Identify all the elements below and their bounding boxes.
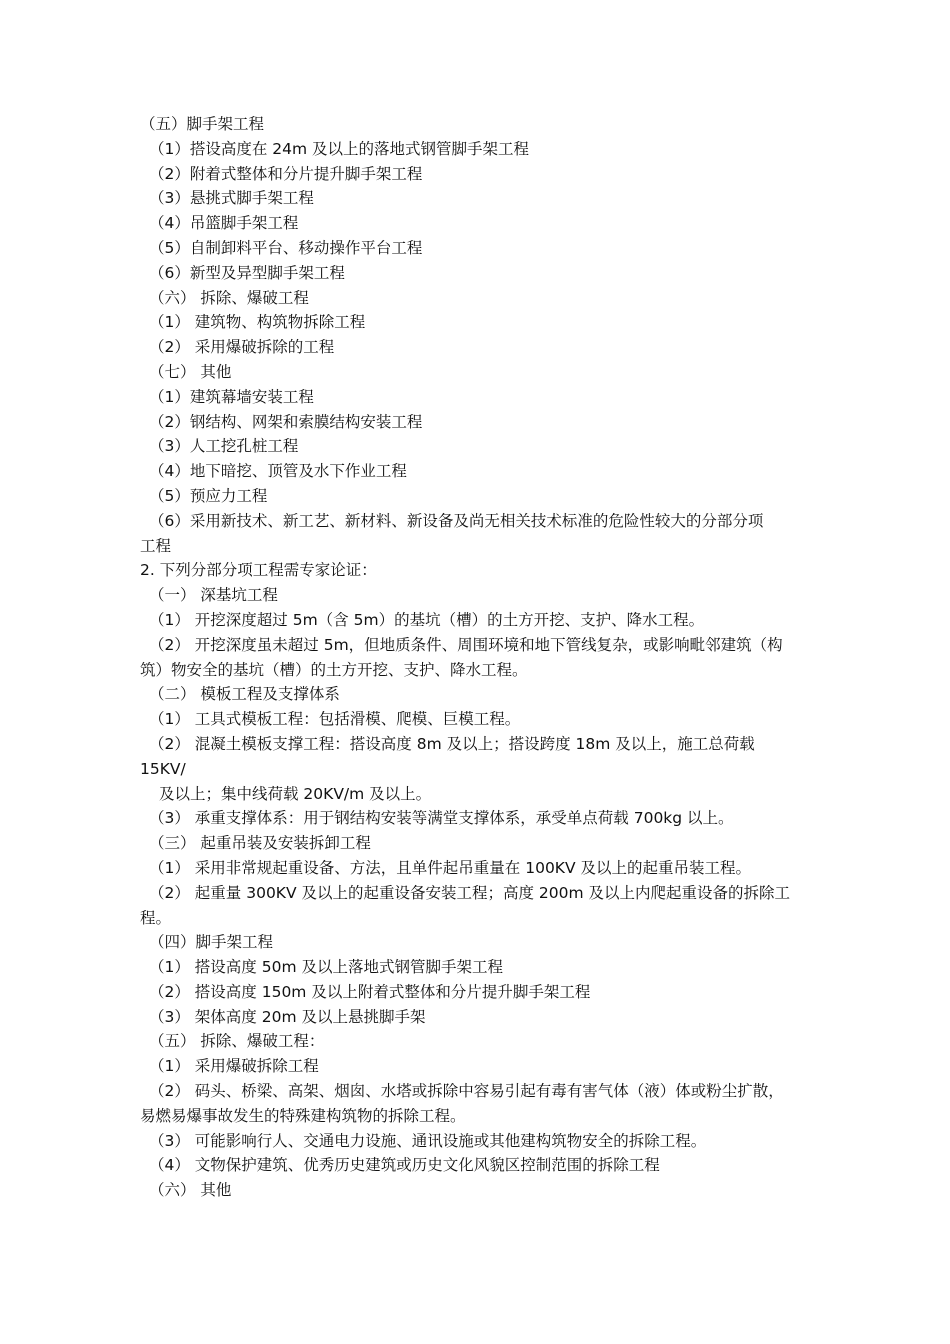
list-item: （6）采用新技术、新工艺、新材料、新设备及尚无相关技术标准的危险性较大的分部分项 <box>149 511 764 530</box>
list-item: （1） 搭设高度 50m 及以上落地式钢管脚手架工程 <box>149 958 503 977</box>
list-item: （2） 采用爆破拆除的工程 <box>149 338 335 357</box>
list-item: （1） 工具式模板工程：包括滑模、爬模、巨模工程。 <box>149 710 521 729</box>
section-heading: （四）脚手架工程 <box>149 933 274 952</box>
list-item: （1）搭设高度在 24m 及以上的落地式钢管脚手架工程 <box>149 139 530 158</box>
section-heading: （五） 拆除、爆破工程： <box>149 1032 325 1051</box>
list-item: （1） 采用爆破拆除工程 <box>149 1057 319 1076</box>
list-item: （1） 采用非常规起重设备、方法，且单件起吊重量在 100KV 及以上的起重吊装工程。 <box>149 858 751 877</box>
section-heading: （二） 模板工程及支撑体系 <box>149 685 340 704</box>
list-item-continuation: 易燃易爆事故发生的特殊建构筑物的拆除工程。 <box>140 1106 466 1125</box>
section-heading: （七） 其他 <box>149 362 232 381</box>
list-item: （5）自制卸料平台、移动操作平台工程 <box>149 238 423 257</box>
list-item: （2）附着式整体和分片提升脚手架工程 <box>149 164 423 183</box>
list-item-continuation: 15KV/ <box>140 759 186 778</box>
list-item: （2） 开挖深度虽未超过 5m，但地质条件、周围环境和地下管线复杂，或影响毗邻建筑（构 <box>149 635 783 654</box>
list-item: （1） 开挖深度超过 5m（含 5m）的基坑（槽）的土方开挖、支护、降水工程。 <box>149 610 705 629</box>
list-item-continuation: 程。 <box>140 908 172 927</box>
list-item: （1）建筑幕墙安装工程 <box>149 387 314 406</box>
list-item: （5）预应力工程 <box>149 486 268 505</box>
list-item: （3） 架体高度 20m 及以上悬挑脚手架 <box>149 1007 426 1026</box>
list-item: （2）钢结构、网架和索膜结构安装工程 <box>149 412 423 431</box>
section-heading: （五）脚手架工程 <box>140 115 265 133</box>
list-item: （2） 码头、桥梁、高架、烟囱、水塔或拆除中容易引起有毒有害气体（液）体或粉尘扩散， <box>149 1082 784 1101</box>
list-item: （2） 起重量 300KV 及以上的起重设备安装工程；高度 200m 及以上内爬起重设备的拆除工 <box>149 883 791 902</box>
list-item: （2） 搭设高度 150m 及以上附着式整体和分片提升脚手架工程 <box>149 982 591 1001</box>
section-heading: （三） 起重吊装及安装拆卸工程 <box>149 834 371 853</box>
section-heading: （六） 拆除、爆破工程 <box>149 288 309 307</box>
list-item: （3） 可能影响行人、交通电力设施、通讯设施或其他建构筑物安全的拆除工程。 <box>149 1131 707 1150</box>
list-item: （3） 承重支撑体系：用于钢结构安装等满堂支撑体系，承受单点荷载 700kg 以上。 <box>149 809 734 828</box>
list-item: （4） 文物保护建筑、优秀历史建筑或历史文化风貌区控制范围的拆除工程 <box>149 1156 660 1175</box>
section-heading: （一） 深基坑工程 <box>149 586 278 605</box>
list-item: （2） 混凝土模板支撑工程：搭设高度 8m 及以上；搭设跨度 18m 及以上，施工总荷载 <box>149 734 755 753</box>
numbered-heading: 2. 下列分部分项工程需专家论证： <box>140 561 377 580</box>
section-heading: （六） 其他 <box>149 1181 232 1200</box>
list-item: （3）悬挑式脚手架工程 <box>149 189 314 208</box>
list-item-continuation: 工程 <box>140 536 172 555</box>
list-item: （6）新型及异型脚手架工程 <box>149 263 345 282</box>
list-item: （3）人工挖孔桩工程 <box>149 437 299 456</box>
list-item-continuation: 筑）物安全的基坑（槽）的土方开挖、支护、降水工程。 <box>140 660 528 679</box>
list-item: （4）吊篮脚手架工程 <box>149 214 299 233</box>
document-body <box>140 112 824 1203</box>
list-item: （1） 建筑物、构筑物拆除工程 <box>149 313 366 332</box>
list-item-continuation: 及以上；集中线荷载 20KV/m 及以上。 <box>159 784 432 803</box>
list-item: （4）地下暗挖、顶管及水下作业工程 <box>149 462 407 481</box>
